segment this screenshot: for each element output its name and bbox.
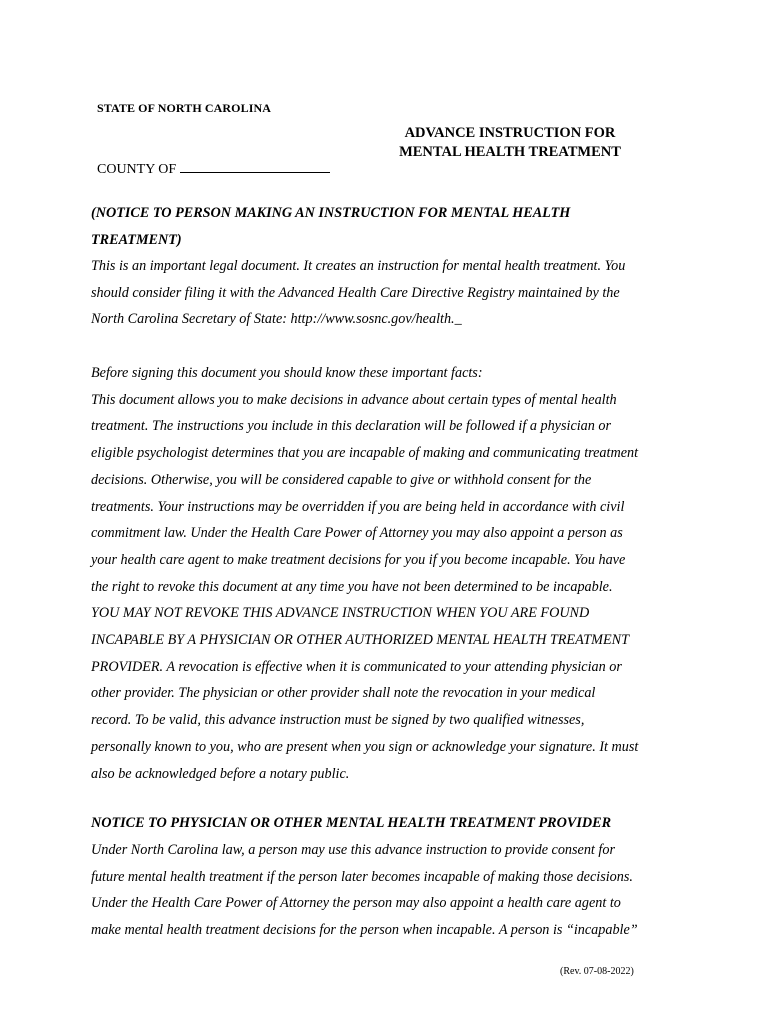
paragraph-line: make mental health treatment decisions for the person when incapable. A person is “incapable”: [91, 922, 638, 939]
paragraph-line: commitment law. Under the Health Care Power of Attorney you may also appoint a person as: [91, 525, 623, 542]
notice-person-heading: [91, 200, 691, 253]
document-title: [330, 124, 690, 162]
paragraph-line: Under North Carolina law, a person may use this advance instruction to provide consent for: [91, 842, 615, 858]
notice-person-intro: [91, 253, 691, 333]
notice-person-facts: [91, 360, 691, 787]
notice-physician-heading-line: NOTICE TO PHYSICIAN OR OTHER MENTAL HEALTH TREATMENT PROVIDER: [91, 815, 612, 831]
notice-person-heading-line: (NOTICE TO PERSON MAKING AN INSTRUCTION FOR MENTAL HEALTH: [91, 205, 571, 221]
state-heading: STATE OF NORTH CAROLINA: [97, 101, 272, 115]
paragraph-line: decisions. Otherwise, you will be considered capable to give or withhold consent for the: [91, 471, 592, 488]
paragraph-line: treatments. Your instructions may be overridden if you are being held in accordance with civil: [91, 498, 625, 515]
paragraph-line: This is an important legal document. It creates an instruction for mental health treatment. You: [91, 258, 626, 274]
paragraph-line: treatment. The instructions you include in this declaration will be followed if a physician or: [91, 418, 612, 435]
notice-physician-body: [91, 837, 691, 944]
paragraph-line: PROVIDER. A revocation is effective when it is communicated to your attending physician or: [91, 658, 622, 675]
paragraph-line: future mental health treatment if the person later becomes incapable of making those decisions.: [91, 868, 633, 885]
paragraph-line: North Carolina Secretary of State: http://www.sosnc.gov/health._: [91, 311, 462, 328]
paragraph-line: This document allows you to make decisions in advance about certain types of mental health: [91, 391, 617, 408]
paragraph-line: record. To be valid, this advance instruction must be signed by two qualified witnesses,: [91, 712, 585, 729]
notice-physician-heading: [91, 810, 691, 837]
county-label: COUNTY OF: [97, 162, 177, 177]
paragraph-line: personally known to you, who are present when you sign or acknowledge your signature. It must: [91, 738, 639, 755]
paragraph-line: other provider. The physician or other provider shall note the revocation in your medical: [91, 685, 596, 702]
paragraph-line: your health care agent to make treatment decisions for you if you become incapable. You have: [91, 551, 626, 568]
title-line-1: ADVANCE INSTRUCTION FOR: [404, 125, 616, 141]
paragraph-line: Under the Health Care Power of Attorney the person may also appoint a health care agent to: [91, 895, 621, 912]
notice-person-heading-line: TREATMENT): [91, 231, 182, 248]
county-field: [97, 160, 330, 178]
paragraph-line: Before signing this document you should know these important facts:: [91, 365, 483, 381]
paragraph-line: YOU MAY NOT REVOKE THIS ADVANCE INSTRUCTION WHEN YOU ARE FOUND: [91, 605, 590, 622]
title-line-2: MENTAL HEALTH TREATMENT: [399, 144, 621, 160]
paragraph-line: the right to revoke this document at any time you have not been determined to be incapable.: [91, 578, 613, 595]
paragraph-line: should consider filing it with the Advanced Health Care Directive Registry maintained by the: [91, 284, 620, 301]
paragraph-line: also be acknowledged before a notary public.: [91, 765, 350, 782]
county-blank-line[interactable]: [180, 160, 330, 173]
paragraph-line: eligible psychologist determines that you are incapable of making and communicating treatment: [91, 445, 639, 462]
revision-date: (Rev. 07-08-2022): [560, 966, 634, 977]
paragraph-line: INCAPABLE BY A PHYSICIAN OR OTHER AUTHORIZED MENTAL HEALTH TREATMENT: [91, 632, 629, 649]
